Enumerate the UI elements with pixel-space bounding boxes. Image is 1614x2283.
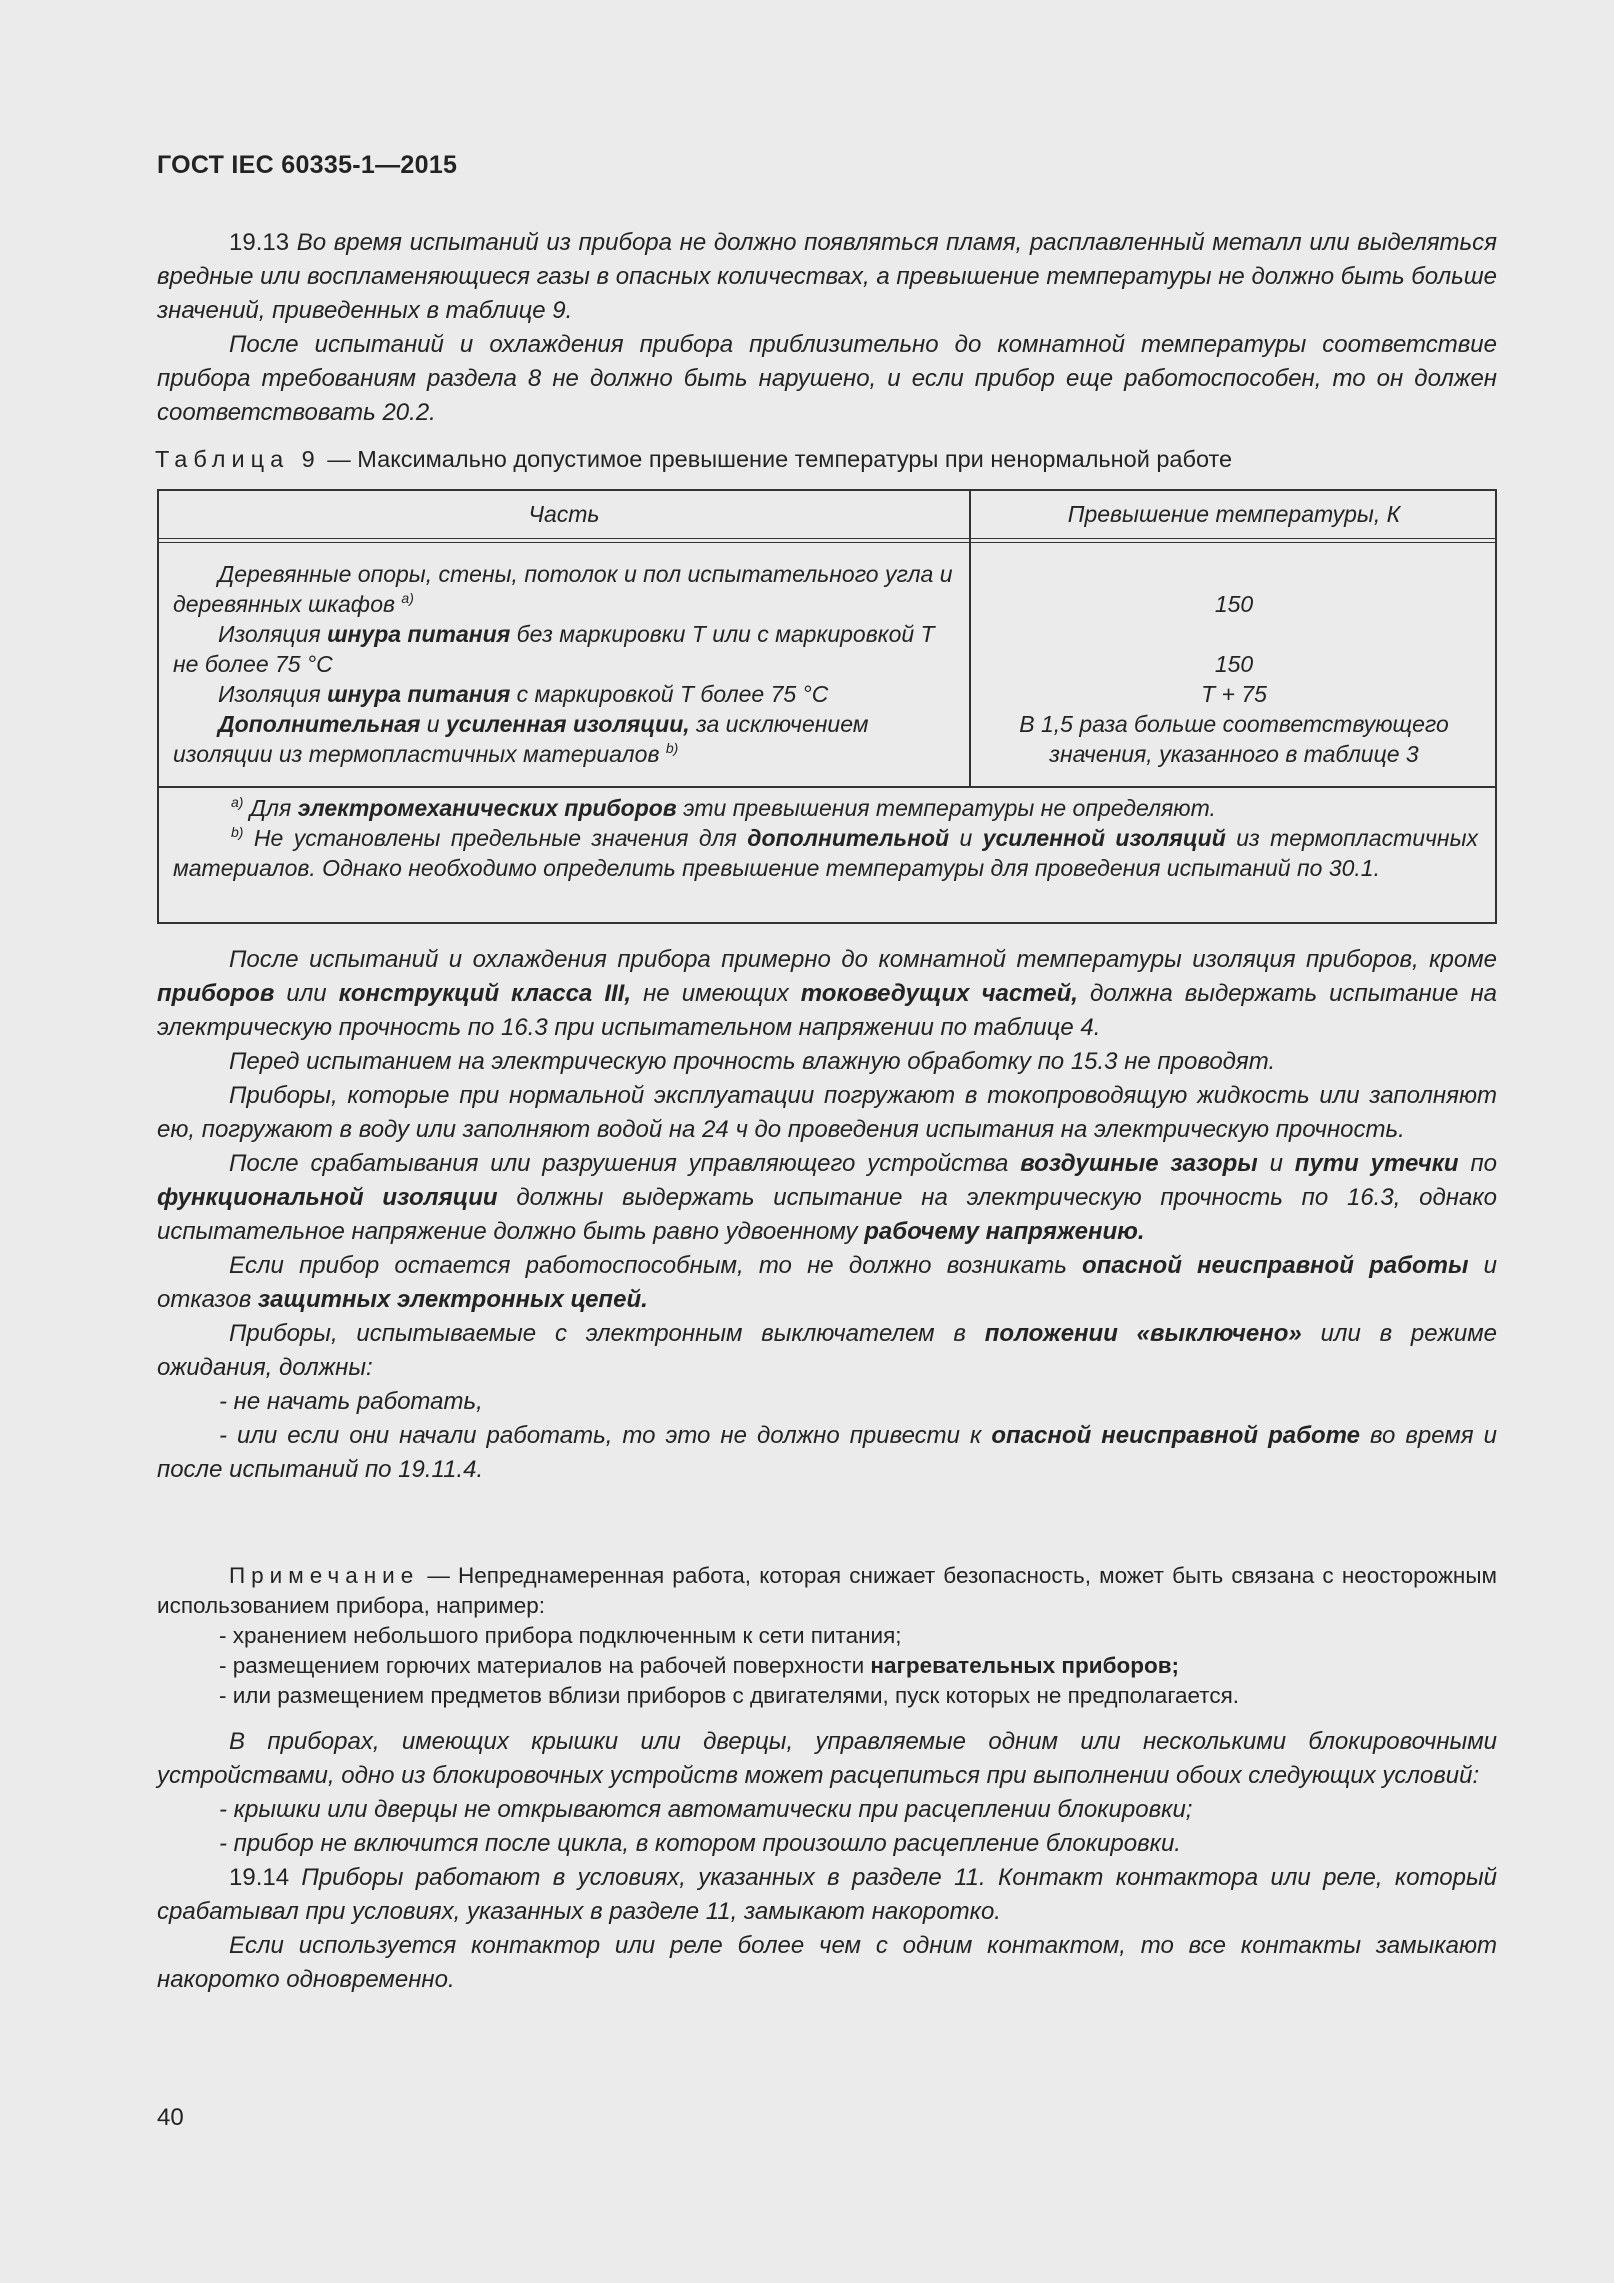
- table-value-insulation-line2: значения, указанного в таблице 3: [1049, 741, 1419, 767]
- table-header-rule-double: [159, 542, 1495, 543]
- document-header: ГОСТ IEC 60335-1—2015: [157, 151, 458, 179]
- note-item-3: - или размещением предметов вблизи приборов с двигателями, пуск которых не предполагается.: [219, 1683, 1240, 1708]
- paragraph-multiple-contacts: Если используется контактор или реле более чем с одним контактом, то все контакты замыкают накоротко одновременно.: [157, 1932, 1497, 1993]
- table-footnotes: [173, 793, 1478, 883]
- note-item-1: - хранением небольшого прибора подключенным к сети питания;: [219, 1623, 902, 1648]
- paragraph-after-test: После испытаний и охлаждения прибора приблизительно до комнатной температуры соответствие прибора требованиям раздела 8 не должно быть нарушено, и если прибор еще работоспособен, то он должен соответствовать 20.2.: [157, 331, 1497, 426]
- paragraph-immersion: Приборы, которые при нормальной эксплуатации погружают в токопроводящую жидкость или заполняют ею, погружают в воду или заполняют водой на 24 ч до проведения испытания на электрическую прочность.: [157, 1082, 1497, 1143]
- paragraph-insulation-test: После испытаний и охлаждения прибора примерно до комнатной температуры изоляция приборов, кроме приборов или конструкций класса III, не имеющих токоведущих частей, должна выдержать испытание на электрическую прочность по 16.3 при испытательном напряжении по таблице 4.: [157, 946, 1498, 1041]
- list-item-not-start: - не начать работать,: [219, 1388, 483, 1415]
- note-item-2: - размещением горючих материалов на рабочей поверхности нагревательных приборов;: [219, 1653, 1180, 1678]
- table-value-insulation-line1: В 1,5 раза больше соответствующего: [1019, 711, 1449, 737]
- table-caption-label: Таблица 9: [155, 446, 321, 472]
- paragraph-19-13: 19.13 Во время испытаний из прибора не должно появляться пламя, расплавленный металл или выделяться вредные или воспламеняющиеся газы в опасных количествах, а превышение температуры не должно быть больше значений, приведенных в таблице 9.: [157, 229, 1497, 324]
- table-row-cord-no-marking: Изоляция шнура питания без маркировки Т или с маркировкой Т не более 75 °C: [173, 621, 935, 677]
- list-item-no-restart: - прибор не включится после цикла, в котором произошло расцепление блокировки.: [219, 1830, 1181, 1857]
- table-part-cell: [173, 559, 953, 769]
- table-caption: [155, 446, 1232, 473]
- clause-number: 19.13: [229, 229, 290, 256]
- table-header-rule: [159, 538, 1495, 539]
- table-header-part: Часть: [528, 501, 600, 527]
- table-row-insulation: Дополнительная и усиленная изоляции, за исключением изоляции из термопластичных материалов $^{b)}$: [173, 711, 869, 767]
- note-block: [157, 1561, 1497, 1711]
- paragraph-humidity: Перед испытанием на электрическую прочность влажную обработку по 15.3 не проводят.: [229, 1048, 1276, 1075]
- footnote-a: $^{a)}$ Для электромеханических приборов эти превышения температуры не определяют.: [231, 794, 1216, 821]
- table-value-wooden: 150: [1214, 591, 1254, 617]
- paragraph-control-failure: После срабатывания или разрушения управляющего устройства воздушные зазоры и пути утечки по функциональной изоляции должны выдержать испытание на электрическую прочность по 16.3, однако испытательное напряжение должно быть равно удвоенному рабочему напряжению.: [157, 1150, 1497, 1245]
- table-9: [157, 489, 1497, 924]
- table-header-temperature: Превышение температуры, К: [1067, 501, 1401, 527]
- note-text: Примечание — Непреднамеренная работа, которая снижает безопасность, может быть связана с неосторожным использованием прибора, например:: [157, 1563, 1497, 1618]
- table-row-cord-marking: Изоляция шнура питания с маркировкой Т более 75 °C: [218, 681, 829, 707]
- page-number: 40: [157, 2104, 184, 2131]
- list-item-doors: - крышки или дверцы не открываются автоматически при расцеплении блокировки;: [219, 1796, 1193, 1823]
- paragraph-19-14: 19.14 Приборы работают в условиях, указанных в разделе 11. Контакт контактора или реле, который срабатывал при условиях, указанных в разделе 11, замыкают накоротко.: [157, 1864, 1497, 1925]
- list-item-started: - или если они начали работать, то это не должно привести к опасной неисправной работе во время и после испытаний по 19.11.4.: [157, 1422, 1497, 1483]
- body-after-table: [157, 943, 1497, 1487]
- table-value-cord-no-marking: 150: [1214, 651, 1254, 677]
- paragraph-interlocks: В приборах, имеющих крышки или дверцы, управляемые одним или несколькими блокировочными устройствами, одно из блокировочных устройств может расцепиться при выполнении обоих следующих условий:: [157, 1728, 1497, 1789]
- interlock-and-19-14-block: [157, 1725, 1497, 1997]
- clause-19-13-block: [157, 226, 1497, 430]
- table-footnote-rule: [159, 786, 1495, 788]
- table-caption-text: — Максимально допустимое превышение температуры при ненормальной работе: [320, 446, 1233, 472]
- footnote-b: $^{b)}$ Не установлены предельные значения для дополнительной и усиленной изоляций из термопластичных материалов. Однако необходимо определить превышение температуры для проведения испытаний по 30.1.: [173, 824, 1478, 881]
- paragraph-operable: Если прибор остается работоспособным, то не должно возникать опасной неисправной работы и отказов защитных электронных цепей.: [157, 1252, 1497, 1313]
- table-value-cord-marking: T + 75: [1201, 681, 1267, 707]
- clause-number: 19.14: [229, 1864, 290, 1891]
- paragraph-electronic-switch: Приборы, испытываемые с электронным выключателем в положении «выключено» или в режиме ожидания, должны:: [157, 1320, 1497, 1381]
- note-label: Примечание: [229, 1563, 420, 1588]
- table-row-wooden: Деревянные опоры, стены, потолок и пол испытательного угла и деревянных шкафов $^{a)}$: [173, 561, 953, 617]
